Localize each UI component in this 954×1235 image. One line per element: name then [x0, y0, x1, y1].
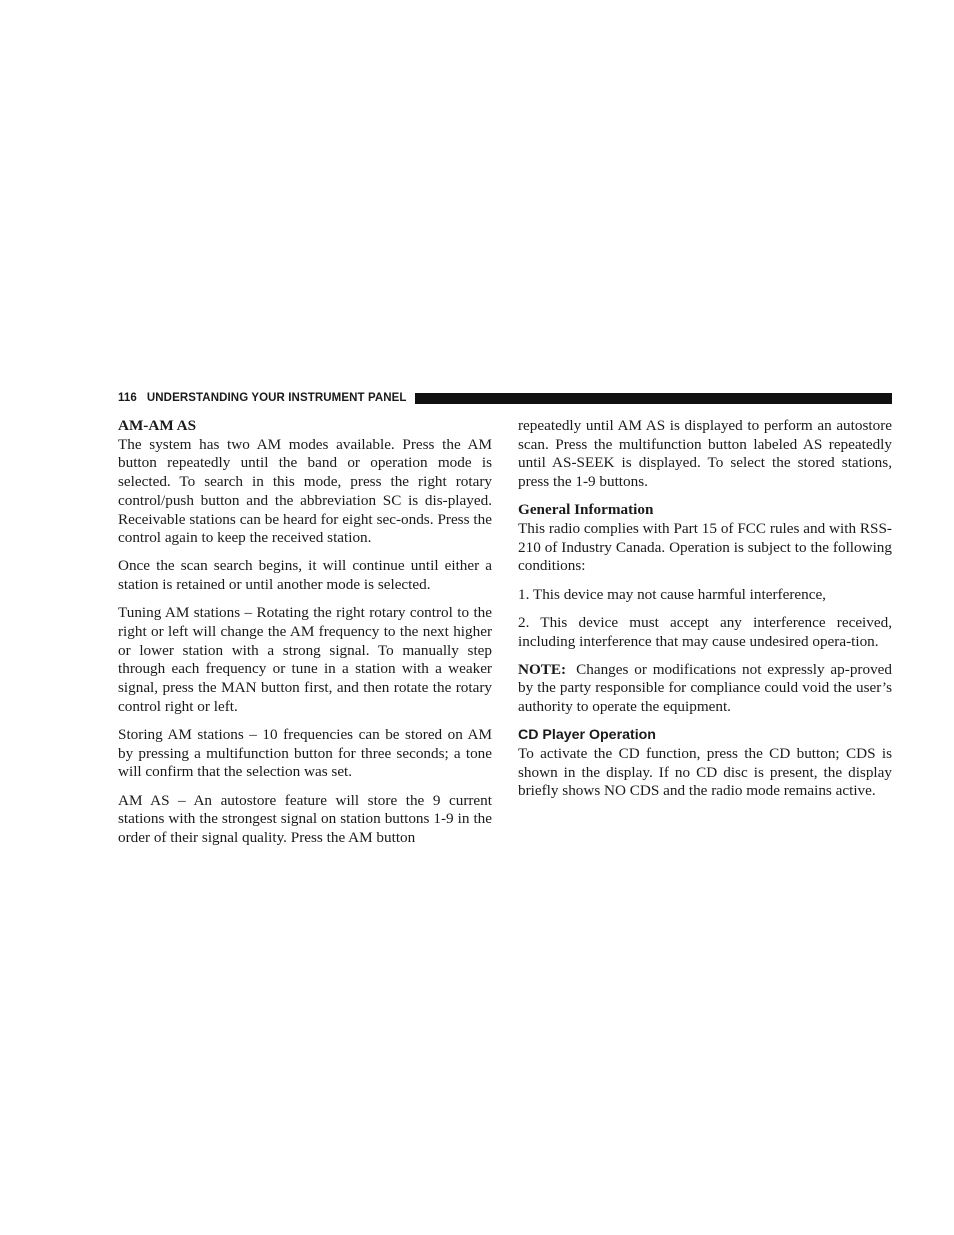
paragraph-autostore-continued: repeatedly until AM AS is displayed to perform an autostore scan. Press the multifunction button labeled AS repeatedly until AS-SEEK is displayed. To select the stored stations, press the 1-9 buttons.	[518, 417, 892, 491]
paragraph-am-modes: The system has two AM modes available. Press the AM button repeatedly until the band or operation mode is selected. To search in this mode, press the right rotary control/push button and the abbreviation SC is dis-played. Receivable stations can be heard for eight sec-onds. Press the control again to keep the received station.	[118, 435, 492, 547]
paragraph-am-as-autostore: AM AS – An autostore feature will store the 9 current stations with the strongest signal on station buttons 1-9 in the order of their signal quality. Press the AM button	[118, 791, 492, 847]
cd-player-heading: CD Player Operation	[518, 727, 656, 744]
left-column	[118, 417, 492, 857]
page-header	[118, 390, 892, 406]
right-column	[518, 417, 892, 811]
note-text: Changes or modifications not expressly ap-proved by the party responsible for compliance could void the user’s authority to operate the equipment.	[518, 660, 892, 716]
note-label: NOTE:	[518, 660, 567, 678]
header-rule	[415, 393, 892, 404]
condition-2: 2. This device must accept any interference received, including interference that may cause undesired opera-tion.	[518, 613, 892, 650]
general-information-heading: General Information	[518, 501, 654, 519]
section-title: UNDERSTANDING YOUR INSTRUMENT PANEL	[146, 392, 407, 404]
condition-1: 1. This device may not cause harmful interference,	[518, 585, 826, 603]
page-number: 116	[118, 392, 137, 404]
paragraph-cd-function: To activate the CD function, press the CD button; CDS is shown in the display. If no CD disc is present, the display briefly shows NO CDS and the radio mode remains active.	[518, 745, 892, 800]
paragraph-storing-am: Storing AM stations – 10 frequencies can be stored on AM by pressing a multifunction button for three seconds; a tone will confirm that the selection was set.	[118, 726, 492, 781]
am-as-heading: AM-AM AS	[118, 417, 197, 434]
paragraph-tuning-am: Tuning AM stations – Rotating the right rotary control to the right or left will change the AM frequency to the next higher or lower station with a strong signal. To manually step through each frequency or tune in a station with a weaker signal, press the MAN button first, and then rotate the rotary control right or left.	[118, 604, 492, 715]
paragraph-scan-search: Once the scan search begins, it will continue until either a station is retained or until another mode is selected.	[118, 557, 492, 594]
note-paragraph	[518, 661, 892, 717]
paragraph-fcc-compliance: This radio complies with Part 15 of FCC rules and with RSS-210 of Industry Canada. Operation is subject to the following conditions:	[518, 520, 892, 575]
